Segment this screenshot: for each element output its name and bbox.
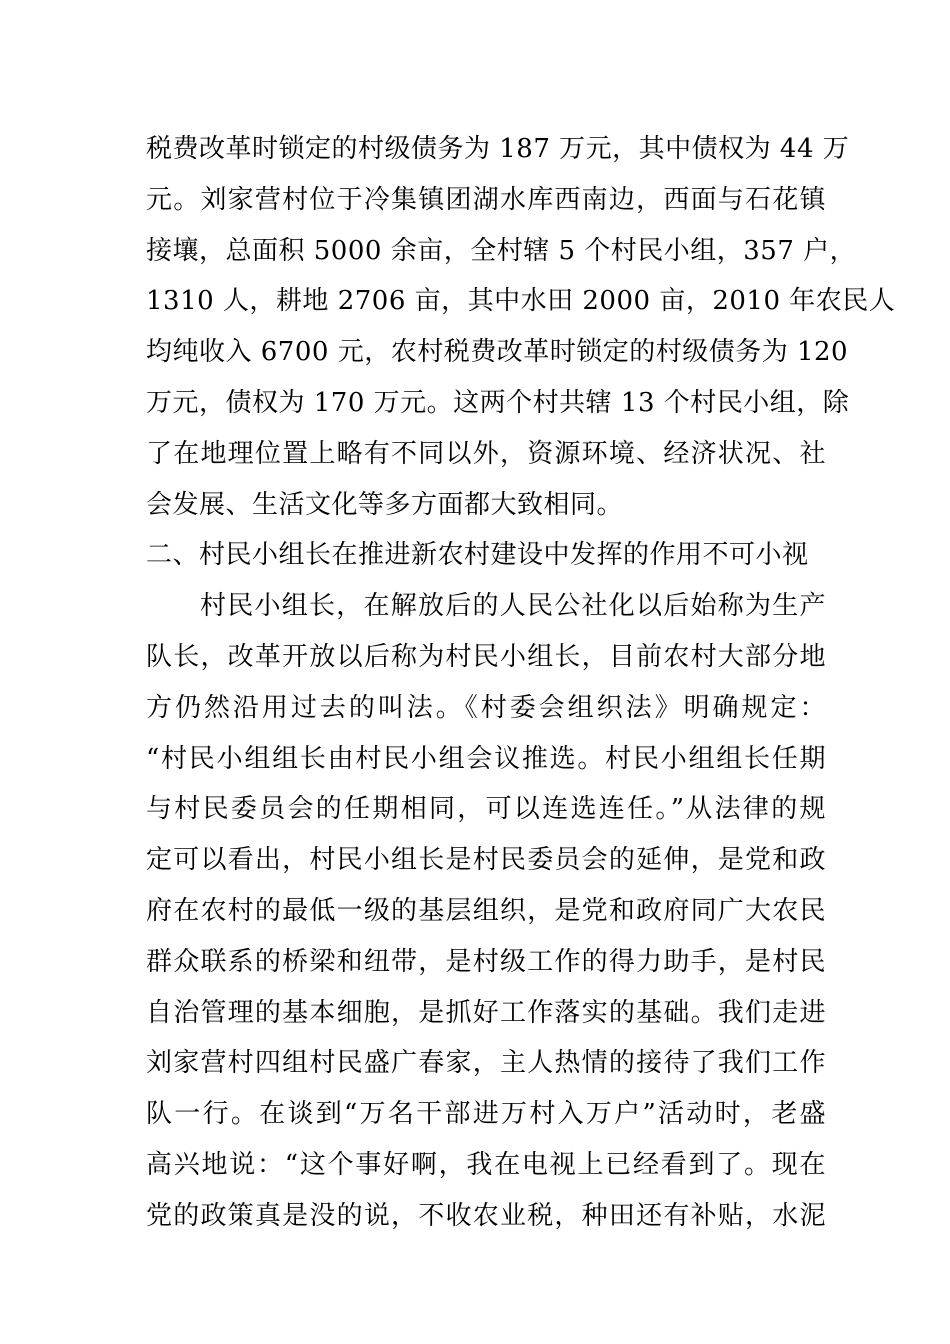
text-line-4: 1310 人，耕地 2706 亩，其中水田 2000 亩，2010 年农民人: [146, 286, 896, 317]
text-line-6: 万元，债权为 170 万元。这两个村共辖 13 个村民小组，除: [146, 387, 850, 418]
text-line-12: 方仍然沿用过去的叫法。《村委会组织法》明确规定：: [146, 692, 826, 723]
text-line-11: 队长，改革开放以后称为村民小组长，目前农村大部分地: [146, 641, 826, 672]
text-line-5: 均纯收入 6700 元，农村税费改革时锁定的村级债务为 120: [146, 337, 849, 368]
text-line-7: 了在地理位置上略有不同以外，资源环境、经济状况、社: [146, 438, 826, 469]
section-heading: 二、村民小组长在推进新农村建设中发挥的作用不可小视: [146, 540, 809, 571]
text-line-2: 元。刘家营村位于冷集镇团湖水库西南边，西面与石花镇: [146, 184, 826, 215]
text-line-10: 村民小组长，在解放后的人民公社化以后始称为生产: [200, 591, 826, 622]
text-line-8: 会发展、生活文化等多方面都大致相同。: [146, 489, 624, 520]
text-line-3: 接壤，总面积 5000 余亩，全村辖 5 个村民小组，357 户，: [146, 235, 857, 266]
text-line-1: 税费改革时锁定的村级债务为 187 万元，其中债权为 44 万: [146, 134, 850, 164]
text-line-17: 群众联系的桥梁和纽带，是村级工作的得力助手，是村民: [146, 946, 826, 977]
text-line-19: 刘家营村四组村民盛广春家，主人热情的接待了我们工作: [146, 1048, 826, 1079]
text-line-20: 队一行。在谈到“万名干部进万村入万户”活动时，老盛: [146, 1099, 826, 1130]
text-line-15: 定可以看出，村民小组长是村民委员会的延伸，是党和政: [146, 845, 826, 876]
document-body: [146, 124, 896, 1242]
text-line-14: 与村民委员会的任期相同，可以连选连任。”从法律的规: [146, 794, 826, 825]
text-line-16: 府在农村的最低一级的基层组织，是党和政府同广大农民: [146, 895, 826, 926]
text-line-18: 自治管理的基本细胞，是抓好工作落实的基础。我们走进: [146, 997, 826, 1028]
text-line-13: “村民小组组长由村民小组会议推选。村民小组组长任期: [146, 743, 826, 774]
text-line-21: 高兴地说：“这个事好啊，我在电视上已经看到了。现在: [146, 1149, 826, 1180]
text-line-22: 党的政策真是没的说，不收农业税，种田还有补贴，水泥: [146, 1200, 826, 1231]
